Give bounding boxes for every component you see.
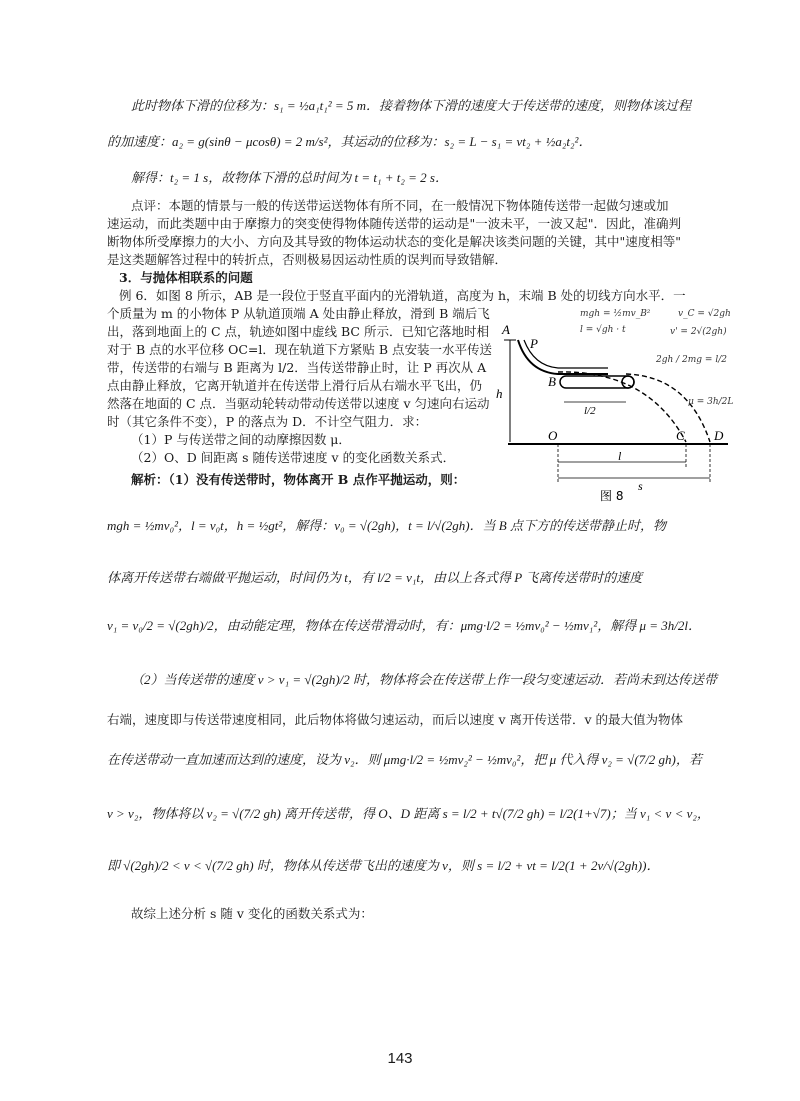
- page-number: 143: [387, 1050, 413, 1067]
- note-4: v' = 2√(2gh): [670, 327, 727, 337]
- part2-line-2: 右端，速度即与传送带速度相同，此后物体将做匀速运动，而后以速度 v 离开传送带．v 的最大值为物体: [107, 712, 684, 727]
- label-h: h: [496, 386, 503, 401]
- example-line-8: 时（其它条件不变），P 的落点为 D．不计空气阻力．求：: [107, 414, 428, 429]
- label-s: s: [638, 479, 643, 493]
- label-b: B: [548, 374, 556, 389]
- trajectory-bd: [626, 374, 710, 442]
- example-line-5: 带，传送带的右端与 B 距离为 l/2．当传送带静止时，让 P 再次从 A: [107, 360, 487, 375]
- label-d: D: [714, 428, 724, 443]
- comment-line-1: 点评：本题的情景与一般的传送带运送物体有所不同，在一般情况下物体随传送带一起做匀速或加: [131, 198, 669, 213]
- question-1: （1）P 与传送带之间的动摩擦因数 μ．: [131, 432, 351, 447]
- part2-line-3: 在传送带动一直加速而达到的速度，设为 v₂．则 μmg·l/2 = ½mv₂² − ½mv₀²，把 μ 代入得 v₂ = √(7/2 gh)，若: [107, 752, 702, 767]
- section-heading: 3．与抛体相联系的问题: [119, 270, 253, 285]
- part2-line-5: 即 √(2gh)/2 < v < √(7/2 gh) 时，物体从传送带飞出的速度为 v，则 s = l/2 + vt = l/2(1 + 2v/√(2gh))．: [107, 858, 660, 873]
- comment-line-3: 断物体所受摩擦力的大小、方向及其导致的物体运动状态的变化是解决该类问题的关键，其中"速度相等": [107, 234, 682, 249]
- example-line-2: 个质量为 m 的小物体 P 从轨道顶端 A 处由静止释放，滑到 B 端后飞: [107, 306, 490, 321]
- note-5: 2gh / 2mg = l/2: [656, 355, 727, 365]
- drive-wheel: [622, 376, 634, 388]
- label-c: C: [676, 428, 685, 443]
- question-2: （2）O、D 间距离 s 随传送带速度 v 的变化函数关系式．: [131, 450, 456, 465]
- label-a: A: [502, 322, 510, 337]
- note-3: l = √gh · t: [580, 325, 626, 335]
- comment-line-2: 速运动，而此类题中由于摩擦力的突变使得物体随传送带的运动是"一波未平，一波又起"．因此，准确判: [107, 216, 682, 231]
- part2-line-4: v > v₂，物体将以 v₂ = √(7/2 gh) 离开传送带，得 O、D 距离 s = l/2 + t√(7/2 gh) = l/2(1+√7)；当 v₁ < v < v₂，: [107, 806, 710, 821]
- solution-line-1: mgh = ½mv₀²，l = v₀t，h = ½gt²，解得：v₀ = √(2gh)，t = l/√(2gh)．当 B 点下方的传送带静止时，物: [107, 518, 667, 533]
- solution-line-2: 体离开传送带右端做平抛运动，时间仍为 t，有 l/2 = v₁t，由以上各式得 P 飞离传送带时的速度: [107, 570, 643, 585]
- example-line-1: 例 6．如图 8 所示，AB 是一段位于竖直平面内的光滑轨道，高度为 h，末端 B 处的切线方向水平．一: [119, 288, 686, 303]
- line-2: 的加速度：a₂ = g(sinθ − μcosθ) = 2 m/s²，其运动的位移为：s₂ = L − s₁ = vt₂ + ½a₂t₂²．: [107, 134, 592, 149]
- example-line-6: 点由静止释放，它离开轨道并在传送带上滑行后从右端水平飞出，仍: [107, 378, 483, 393]
- note-1: mgh = ½mv_B²: [580, 309, 651, 319]
- comment-line-4: 是这类题解答过程中的转折点，否则极易因运动性质的误判而导致错解．: [107, 252, 508, 267]
- figure-8: [488, 302, 738, 502]
- line-1: 此时物体下滑的位移为：s₁ = ½a₁t₁² = 5 m．接着物体下滑的速度大于传送带的速度，则物体该过程: [131, 98, 692, 113]
- example-line-4: 对于 B 点的水平位移 OC=l．现在轨道下方紧贴 B 点安装一水平传送: [107, 342, 493, 357]
- example-line-3: 出，落到地面上的 C 点，轨迹如图中虚线 BC 所示．已知它落地时相: [107, 324, 489, 339]
- line-3: 解得：t₂ = 1 s，故物体下滑的总时间为 t = t₁ + t₂ = 2 s．: [131, 170, 448, 185]
- label-half-l: l/2: [584, 405, 596, 417]
- figure-caption: 图 8: [600, 489, 624, 502]
- note-2: v_C = √2gh: [678, 309, 731, 319]
- label-p: P: [530, 336, 538, 351]
- label-o: O: [548, 428, 558, 443]
- part2-line-1: （2）当传送带的速度 v > v₁ = √(2gh)/2 时，物体将会在传送带上作一段匀变速运动．若尚未到达传送带: [131, 672, 718, 687]
- label-l: l: [618, 449, 622, 463]
- note-6: μ = 3h/2L: [688, 397, 734, 407]
- conclusion-line: 故综上述分析 s 随 v 变化的函数关系式为：: [131, 906, 373, 921]
- solution-line-3: v₁ = v₀/2 = √(2gh)/2，由动能定理，物体在传送带滑动时，有：μmg·l/2 = ½mv₀² − ½mv₁²，解得 μ = 3h/2l．: [107, 618, 701, 633]
- solution-intro: 解析：（1）没有传送带时，物体离开 B 点作平抛运动，则：: [131, 472, 466, 487]
- example-line-7: 然落在地面的 C 点．当驱动轮转动带动传送带以速度 v 匀速向右运动: [107, 396, 490, 411]
